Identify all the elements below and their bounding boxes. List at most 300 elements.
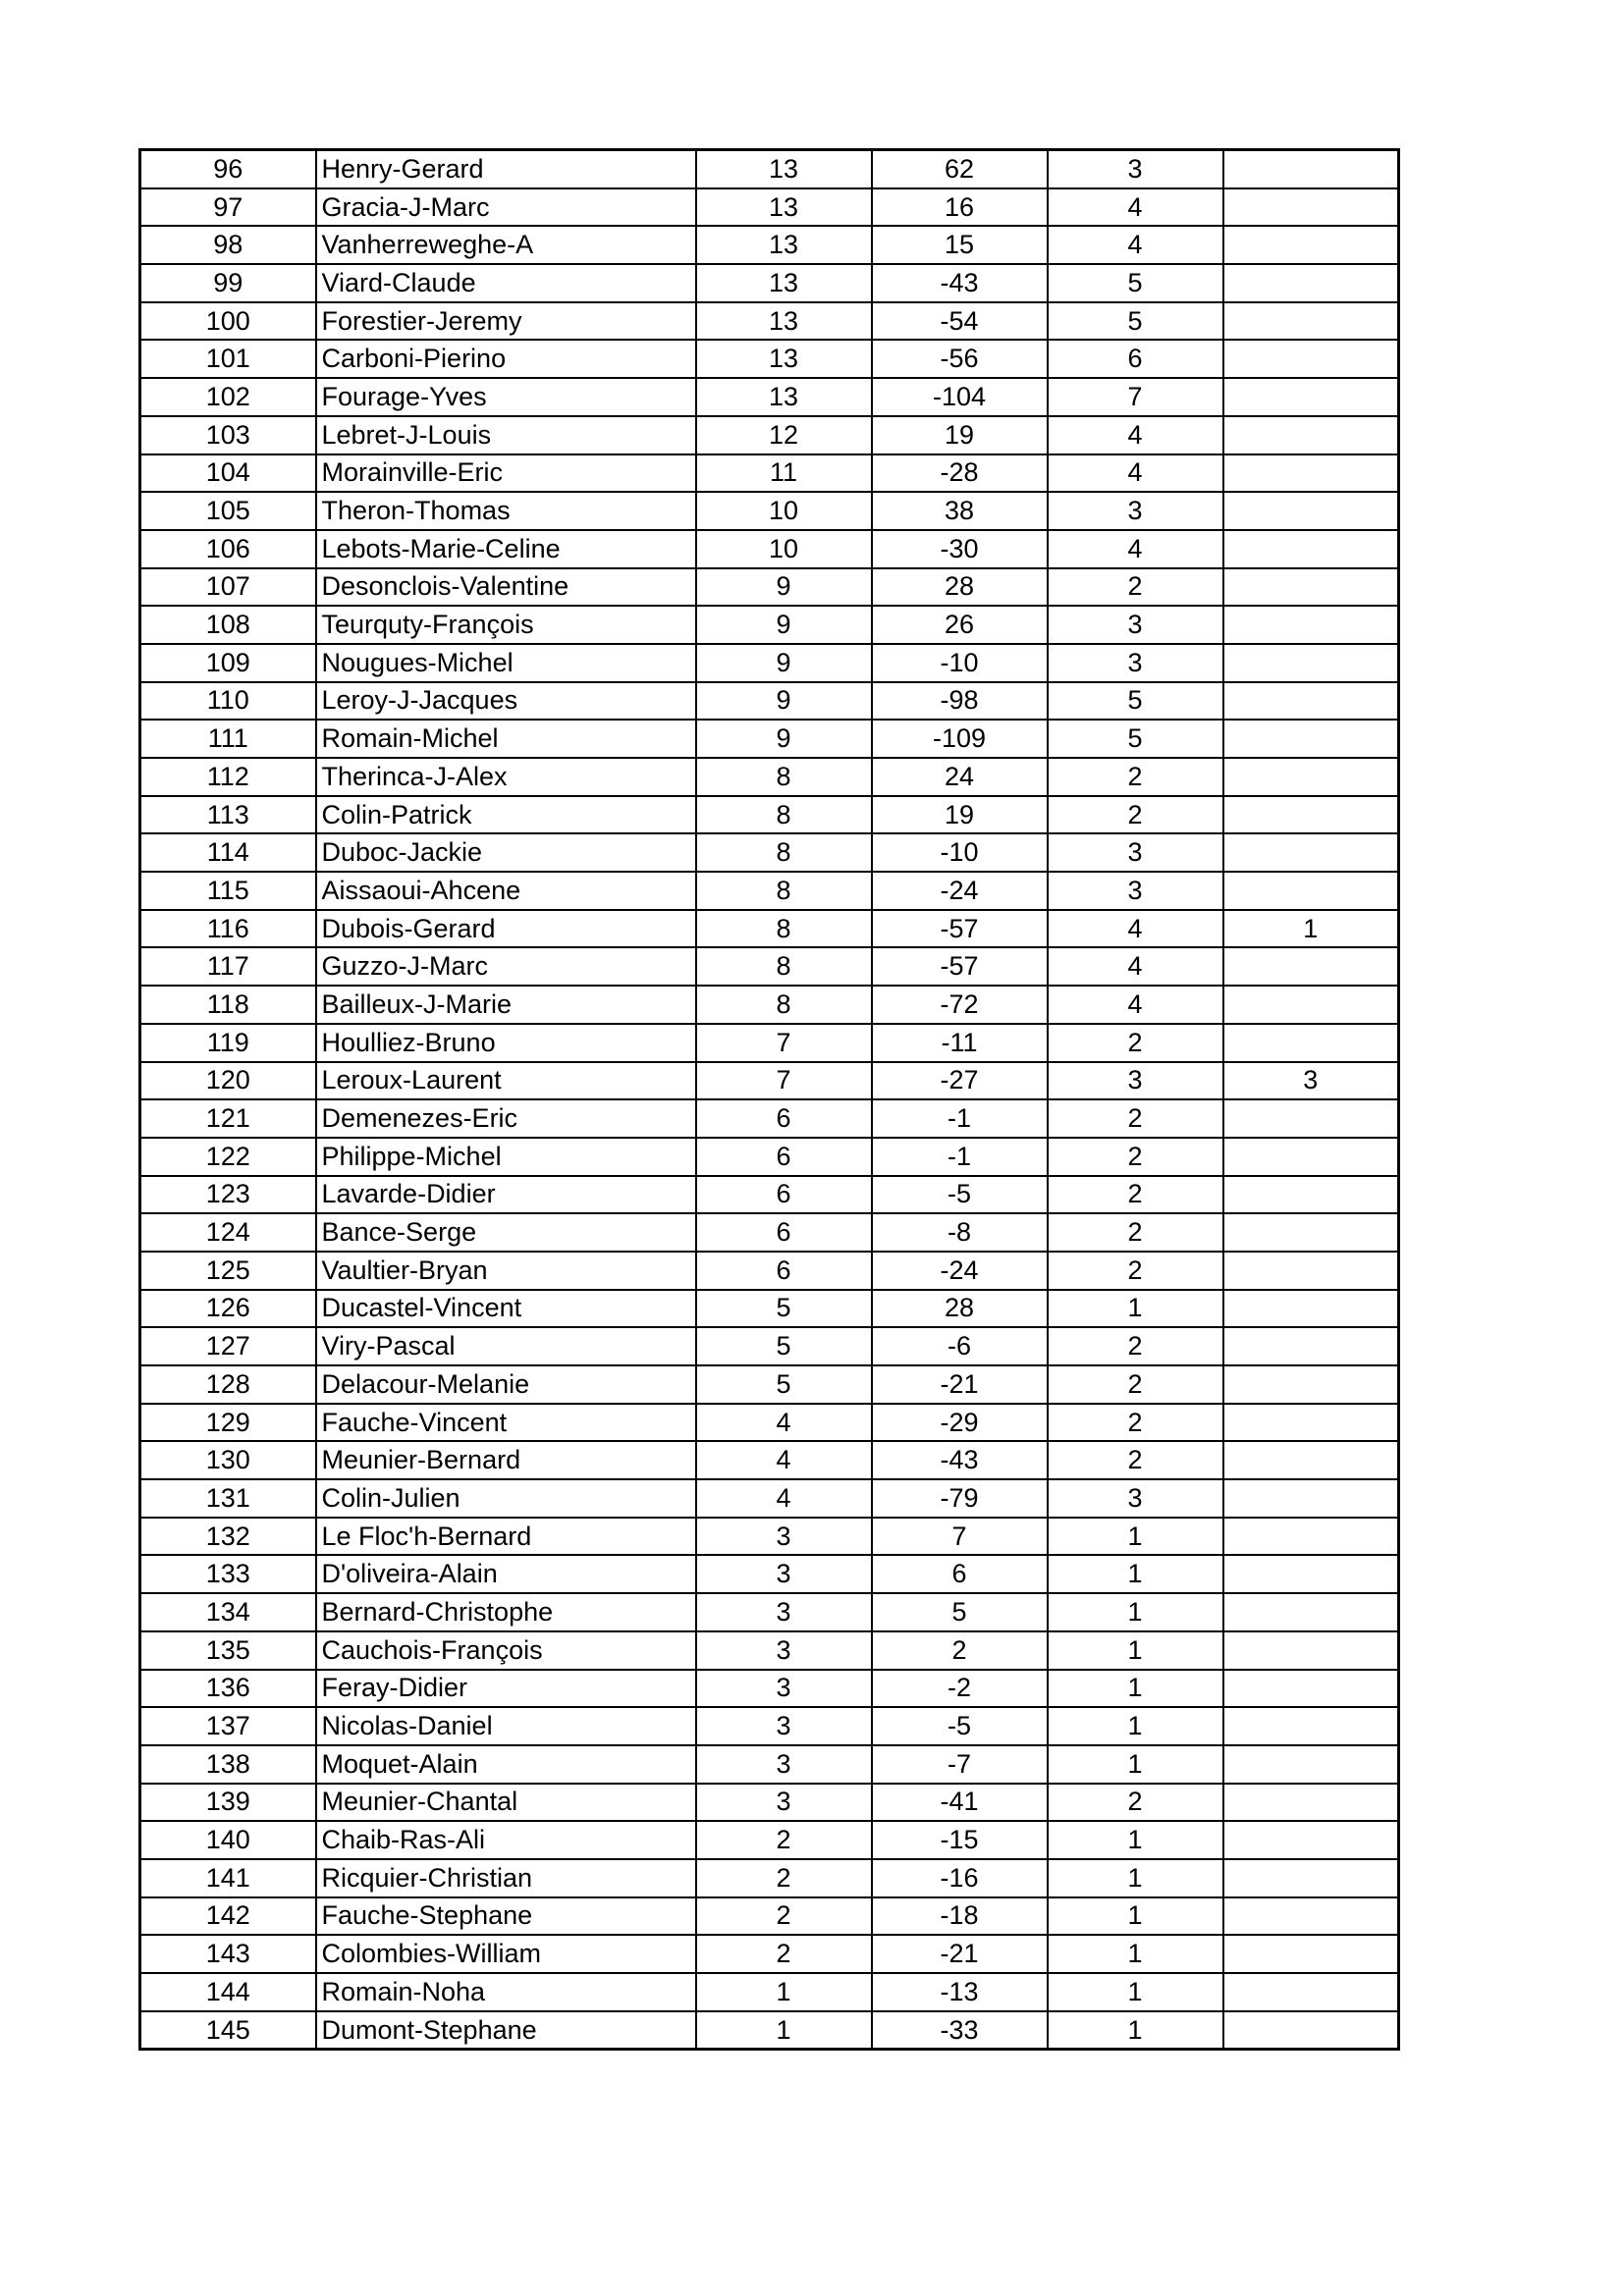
- games-cell: 1: [1048, 2011, 1223, 2050]
- points-cell: 3: [696, 1670, 872, 1708]
- player-name-cell: Ricquier-Christian: [316, 1859, 696, 1897]
- rank-cell: 120: [140, 1062, 316, 1100]
- extra-cell: [1223, 833, 1399, 872]
- extra-cell: [1223, 1593, 1399, 1631]
- extra-cell: [1223, 1327, 1399, 1365]
- difference-cell: 28: [872, 1290, 1048, 1328]
- rank-cell: 105: [140, 492, 316, 530]
- difference-cell: -57: [872, 910, 1048, 948]
- table-row: [140, 378, 1399, 416]
- extra-cell: [1223, 606, 1399, 644]
- rank-cell: 110: [140, 682, 316, 721]
- points-cell: 3: [696, 1555, 872, 1593]
- rank-cell: 106: [140, 530, 316, 568]
- points-cell: 13: [696, 264, 872, 302]
- points-cell: 13: [696, 226, 872, 264]
- rank-cell: 145: [140, 2011, 316, 2050]
- extra-cell: 3: [1223, 1062, 1399, 1100]
- points-cell: 12: [696, 416, 872, 454]
- player-name-cell: Desonclois-Valentine: [316, 568, 696, 607]
- player-name-cell: Dumont-Stephane: [316, 2011, 696, 2050]
- difference-cell: 2: [872, 1631, 1048, 1670]
- games-cell: 2: [1048, 568, 1223, 607]
- rank-cell: 130: [140, 1441, 316, 1479]
- extra-cell: [1223, 568, 1399, 607]
- difference-cell: -72: [872, 986, 1048, 1024]
- rank-cell: 97: [140, 188, 316, 227]
- difference-cell: -33: [872, 2011, 1048, 2050]
- rank-cell: 96: [140, 150, 316, 188]
- extra-cell: [1223, 530, 1399, 568]
- table-row: [140, 947, 1399, 986]
- rank-cell: 111: [140, 720, 316, 758]
- extra-cell: [1223, 1404, 1399, 1442]
- difference-cell: -27: [872, 1062, 1048, 1100]
- points-cell: 8: [696, 910, 872, 948]
- extra-cell: [1223, 1024, 1399, 1062]
- player-name-cell: Gracia-J-Marc: [316, 188, 696, 227]
- player-name-cell: Bance-Serge: [316, 1213, 696, 1252]
- rank-cell: 116: [140, 910, 316, 948]
- player-name-cell: Moquet-Alain: [316, 1745, 696, 1784]
- rank-cell: 126: [140, 1290, 316, 1328]
- difference-cell: -21: [872, 1935, 1048, 1973]
- extra-cell: [1223, 1897, 1399, 1936]
- extra-cell: [1223, 340, 1399, 378]
- rank-cell: 131: [140, 1479, 316, 1518]
- games-cell: 5: [1048, 682, 1223, 721]
- games-cell: 1: [1048, 1859, 1223, 1897]
- difference-cell: 15: [872, 226, 1048, 264]
- player-name-cell: Ducastel-Vincent: [316, 1290, 696, 1328]
- rank-cell: 125: [140, 1252, 316, 1290]
- games-cell: 4: [1048, 188, 1223, 227]
- player-name-cell: Guzzo-J-Marc: [316, 947, 696, 986]
- table-row: [140, 1973, 1399, 2011]
- extra-cell: [1223, 188, 1399, 227]
- games-cell: 4: [1048, 530, 1223, 568]
- difference-cell: -5: [872, 1176, 1048, 1214]
- table-row: [140, 302, 1399, 341]
- points-cell: 9: [696, 568, 872, 607]
- table-row: [140, 986, 1399, 1024]
- table-row: [140, 1670, 1399, 1708]
- games-cell: 4: [1048, 910, 1223, 948]
- player-name-cell: Viard-Claude: [316, 264, 696, 302]
- results-table: [138, 148, 1400, 2051]
- table-row: [140, 796, 1399, 834]
- player-name-cell: Henry-Gerard: [316, 150, 696, 188]
- extra-cell: [1223, 796, 1399, 834]
- player-name-cell: Nicolas-Daniel: [316, 1707, 696, 1745]
- points-cell: 2: [696, 1859, 872, 1897]
- difference-cell: -5: [872, 1707, 1048, 1745]
- rank-cell: 121: [140, 1099, 316, 1138]
- games-cell: 4: [1048, 454, 1223, 493]
- table-row: [140, 1365, 1399, 1404]
- table-row: [140, 720, 1399, 758]
- player-name-cell: Fourage-Yves: [316, 378, 696, 416]
- player-name-cell: Bernard-Christophe: [316, 1593, 696, 1631]
- table-row: [140, 1138, 1399, 1176]
- player-name-cell: Colombies-William: [316, 1935, 696, 1973]
- rank-cell: 123: [140, 1176, 316, 1214]
- extra-cell: [1223, 1176, 1399, 1214]
- points-cell: 4: [696, 1441, 872, 1479]
- table-row: [140, 1213, 1399, 1252]
- table-row: [140, 1290, 1399, 1328]
- extra-cell: [1223, 150, 1399, 188]
- extra-cell: [1223, 720, 1399, 758]
- extra-cell: [1223, 378, 1399, 416]
- points-cell: 8: [696, 833, 872, 872]
- player-name-cell: Duboc-Jackie: [316, 833, 696, 872]
- points-cell: 4: [696, 1479, 872, 1518]
- points-cell: 6: [696, 1138, 872, 1176]
- table-row: [140, 1479, 1399, 1518]
- games-cell: 1: [1048, 1518, 1223, 1556]
- games-cell: 7: [1048, 378, 1223, 416]
- player-name-cell: Leroy-J-Jacques: [316, 682, 696, 721]
- rank-cell: 139: [140, 1784, 316, 1822]
- table-row: [140, 1252, 1399, 1290]
- games-cell: 3: [1048, 150, 1223, 188]
- difference-cell: 38: [872, 492, 1048, 530]
- games-cell: 3: [1048, 606, 1223, 644]
- table-row: [140, 264, 1399, 302]
- player-name-cell: Lebots-Marie-Celine: [316, 530, 696, 568]
- extra-cell: [1223, 302, 1399, 341]
- extra-cell: [1223, 1784, 1399, 1822]
- table-row: [140, 606, 1399, 644]
- extra-cell: [1223, 644, 1399, 682]
- rank-cell: 134: [140, 1593, 316, 1631]
- rank-cell: 100: [140, 302, 316, 341]
- player-name-cell: Leroux-Laurent: [316, 1062, 696, 1100]
- extra-cell: [1223, 1745, 1399, 1784]
- extra-cell: [1223, 1213, 1399, 1252]
- points-cell: 3: [696, 1631, 872, 1670]
- difference-cell: -98: [872, 682, 1048, 721]
- rank-cell: 112: [140, 758, 316, 796]
- difference-cell: -29: [872, 1404, 1048, 1442]
- rank-cell: 118: [140, 986, 316, 1024]
- difference-cell: 26: [872, 606, 1048, 644]
- player-name-cell: Meunier-Bernard: [316, 1441, 696, 1479]
- player-name-cell: Carboni-Pierino: [316, 340, 696, 378]
- games-cell: 2: [1048, 1138, 1223, 1176]
- extra-cell: [1223, 1631, 1399, 1670]
- rank-cell: 114: [140, 833, 316, 872]
- points-cell: 8: [696, 758, 872, 796]
- extra-cell: [1223, 1252, 1399, 1290]
- player-name-cell: Meunier-Chantal: [316, 1784, 696, 1822]
- player-name-cell: Morainville-Eric: [316, 454, 696, 493]
- games-cell: 2: [1048, 1784, 1223, 1822]
- games-cell: 3: [1048, 833, 1223, 872]
- table-row: [140, 1707, 1399, 1745]
- player-name-cell: Bailleux-J-Marie: [316, 986, 696, 1024]
- table-row: [140, 568, 1399, 607]
- points-cell: 6: [696, 1252, 872, 1290]
- difference-cell: 6: [872, 1555, 1048, 1593]
- extra-cell: [1223, 1821, 1399, 1859]
- player-name-cell: Theron-Thomas: [316, 492, 696, 530]
- player-name-cell: Vaultier-Bryan: [316, 1252, 696, 1290]
- extra-cell: [1223, 758, 1399, 796]
- table-row: [140, 1441, 1399, 1479]
- rank-cell: 98: [140, 226, 316, 264]
- games-cell: 4: [1048, 947, 1223, 986]
- points-cell: 13: [696, 340, 872, 378]
- rank-cell: 144: [140, 1973, 316, 2011]
- rank-cell: 133: [140, 1555, 316, 1593]
- points-cell: 2: [696, 1897, 872, 1936]
- points-cell: 9: [696, 682, 872, 721]
- rank-cell: 136: [140, 1670, 316, 1708]
- table-row: [140, 188, 1399, 227]
- extra-cell: [1223, 226, 1399, 264]
- player-name-cell: Viry-Pascal: [316, 1327, 696, 1365]
- difference-cell: -79: [872, 1479, 1048, 1518]
- extra-cell: [1223, 1441, 1399, 1479]
- rank-cell: 124: [140, 1213, 316, 1252]
- extra-cell: [1223, 454, 1399, 493]
- rank-cell: 119: [140, 1024, 316, 1062]
- difference-cell: -10: [872, 833, 1048, 872]
- player-name-cell: Colin-Julien: [316, 1479, 696, 1518]
- points-cell: 13: [696, 188, 872, 227]
- rank-cell: 129: [140, 1404, 316, 1442]
- player-name-cell: D'oliveira-Alain: [316, 1555, 696, 1593]
- extra-cell: [1223, 986, 1399, 1024]
- games-cell: 3: [1048, 872, 1223, 910]
- points-cell: 2: [696, 1821, 872, 1859]
- player-name-cell: Lebret-J-Louis: [316, 416, 696, 454]
- difference-cell: 19: [872, 796, 1048, 834]
- points-cell: 8: [696, 796, 872, 834]
- points-cell: 8: [696, 986, 872, 1024]
- table-row: [140, 872, 1399, 910]
- difference-cell: -43: [872, 264, 1048, 302]
- table-row: [140, 1062, 1399, 1100]
- table-row: [140, 1099, 1399, 1138]
- games-cell: 1: [1048, 1707, 1223, 1745]
- table-row: [140, 1176, 1399, 1214]
- table-row: [140, 1745, 1399, 1784]
- player-name-cell: Nougues-Michel: [316, 644, 696, 682]
- difference-cell: -1: [872, 1138, 1048, 1176]
- points-cell: 5: [696, 1365, 872, 1404]
- games-cell: 2: [1048, 1252, 1223, 1290]
- games-cell: 2: [1048, 1327, 1223, 1365]
- rank-cell: 113: [140, 796, 316, 834]
- difference-cell: -2: [872, 1670, 1048, 1708]
- games-cell: 1: [1048, 1631, 1223, 1670]
- table-row: [140, 340, 1399, 378]
- table-row: [140, 492, 1399, 530]
- games-cell: 3: [1048, 1479, 1223, 1518]
- rank-cell: 138: [140, 1745, 316, 1784]
- rank-cell: 101: [140, 340, 316, 378]
- games-cell: 1: [1048, 1897, 1223, 1936]
- player-name-cell: Philippe-Michel: [316, 1138, 696, 1176]
- difference-cell: -54: [872, 302, 1048, 341]
- table-row: [140, 1631, 1399, 1670]
- games-cell: 1: [1048, 1290, 1223, 1328]
- points-cell: 2: [696, 1935, 872, 1973]
- player-name-cell: Dubois-Gerard: [316, 910, 696, 948]
- table-row: [140, 1404, 1399, 1442]
- points-cell: 10: [696, 530, 872, 568]
- extra-cell: [1223, 416, 1399, 454]
- difference-cell: -13: [872, 1973, 1048, 2011]
- rank-cell: 117: [140, 947, 316, 986]
- player-name-cell: Teurquty-François: [316, 606, 696, 644]
- extra-cell: [1223, 2011, 1399, 2050]
- player-name-cell: Lavarde-Didier: [316, 1176, 696, 1214]
- points-cell: 6: [696, 1176, 872, 1214]
- difference-cell: 24: [872, 758, 1048, 796]
- extra-cell: [1223, 1518, 1399, 1556]
- games-cell: 2: [1048, 796, 1223, 834]
- extra-cell: [1223, 492, 1399, 530]
- difference-cell: -16: [872, 1859, 1048, 1897]
- points-cell: 7: [696, 1062, 872, 1100]
- player-name-cell: Demenezes-Eric: [316, 1099, 696, 1138]
- extra-cell: [1223, 1670, 1399, 1708]
- player-name-cell: Colin-Patrick: [316, 796, 696, 834]
- games-cell: 1: [1048, 1935, 1223, 1973]
- games-cell: 1: [1048, 1670, 1223, 1708]
- rank-cell: 132: [140, 1518, 316, 1556]
- player-name-cell: Feray-Didier: [316, 1670, 696, 1708]
- points-cell: 10: [696, 492, 872, 530]
- player-name-cell: Cauchois-François: [316, 1631, 696, 1670]
- table-row: [140, 1784, 1399, 1822]
- table-row: [140, 1327, 1399, 1365]
- points-cell: 9: [696, 720, 872, 758]
- table-row: [140, 1859, 1399, 1897]
- points-cell: 11: [696, 454, 872, 493]
- extra-cell: [1223, 872, 1399, 910]
- extra-cell: [1223, 682, 1399, 721]
- games-cell: 2: [1048, 1213, 1223, 1252]
- difference-cell: 7: [872, 1518, 1048, 1556]
- points-cell: 13: [696, 302, 872, 341]
- extra-cell: [1223, 1935, 1399, 1973]
- table-row: [140, 644, 1399, 682]
- difference-cell: -15: [872, 1821, 1048, 1859]
- table-row: [140, 910, 1399, 948]
- games-cell: 2: [1048, 1404, 1223, 1442]
- points-cell: 7: [696, 1024, 872, 1062]
- extra-cell: [1223, 1479, 1399, 1518]
- table-row: [140, 2011, 1399, 2050]
- rank-cell: 103: [140, 416, 316, 454]
- player-name-cell: Le Floc'h-Bernard: [316, 1518, 696, 1556]
- difference-cell: -109: [872, 720, 1048, 758]
- player-name-cell: Forestier-Jeremy: [316, 302, 696, 341]
- difference-cell: -10: [872, 644, 1048, 682]
- extra-cell: [1223, 1099, 1399, 1138]
- rank-cell: 141: [140, 1859, 316, 1897]
- games-cell: 4: [1048, 986, 1223, 1024]
- games-cell: 5: [1048, 264, 1223, 302]
- difference-cell: -28: [872, 454, 1048, 493]
- games-cell: 4: [1048, 226, 1223, 264]
- player-name-cell: Fauche-Stephane: [316, 1897, 696, 1936]
- points-cell: 8: [696, 872, 872, 910]
- points-cell: 5: [696, 1327, 872, 1365]
- difference-cell: 28: [872, 568, 1048, 607]
- table-row: [140, 1518, 1399, 1556]
- games-cell: 2: [1048, 1176, 1223, 1214]
- player-name-cell: Aissaoui-Ahcene: [316, 872, 696, 910]
- games-cell: 2: [1048, 1099, 1223, 1138]
- points-cell: 13: [696, 378, 872, 416]
- rank-cell: 140: [140, 1821, 316, 1859]
- difference-cell: -7: [872, 1745, 1048, 1784]
- rank-cell: 128: [140, 1365, 316, 1404]
- difference-cell: -24: [872, 1252, 1048, 1290]
- table-row: [140, 150, 1399, 188]
- points-cell: 3: [696, 1784, 872, 1822]
- difference-cell: -1: [872, 1099, 1048, 1138]
- table-row: [140, 454, 1399, 493]
- difference-cell: -57: [872, 947, 1048, 986]
- difference-cell: -41: [872, 1784, 1048, 1822]
- difference-cell: -6: [872, 1327, 1048, 1365]
- extra-cell: [1223, 1290, 1399, 1328]
- table-row: [140, 226, 1399, 264]
- points-cell: 9: [696, 606, 872, 644]
- table-row: [140, 1821, 1399, 1859]
- player-name-cell: Vanherreweghe-A: [316, 226, 696, 264]
- rank-cell: 142: [140, 1897, 316, 1936]
- table-row: [140, 1897, 1399, 1936]
- rank-cell: 108: [140, 606, 316, 644]
- table-row: [140, 416, 1399, 454]
- points-cell: 9: [696, 644, 872, 682]
- player-name-cell: Fauche-Vincent: [316, 1404, 696, 1442]
- games-cell: 1: [1048, 1821, 1223, 1859]
- points-cell: 3: [696, 1593, 872, 1631]
- difference-cell: -11: [872, 1024, 1048, 1062]
- player-name-cell: Therinca-J-Alex: [316, 758, 696, 796]
- rank-cell: 115: [140, 872, 316, 910]
- games-cell: 2: [1048, 758, 1223, 796]
- rank-cell: 99: [140, 264, 316, 302]
- points-cell: 6: [696, 1099, 872, 1138]
- difference-cell: -43: [872, 1441, 1048, 1479]
- extra-cell: [1223, 1555, 1399, 1593]
- player-name-cell: Romain-Michel: [316, 720, 696, 758]
- points-cell: 3: [696, 1707, 872, 1745]
- points-cell: 6: [696, 1213, 872, 1252]
- extra-cell: [1223, 1365, 1399, 1404]
- games-cell: 6: [1048, 340, 1223, 378]
- difference-cell: -30: [872, 530, 1048, 568]
- rank-cell: 137: [140, 1707, 316, 1745]
- games-cell: 2: [1048, 1441, 1223, 1479]
- extra-cell: [1223, 1973, 1399, 2011]
- points-cell: 1: [696, 2011, 872, 2050]
- rank-cell: 104: [140, 454, 316, 493]
- games-cell: 4: [1048, 416, 1223, 454]
- difference-cell: -24: [872, 872, 1048, 910]
- rank-cell: 107: [140, 568, 316, 607]
